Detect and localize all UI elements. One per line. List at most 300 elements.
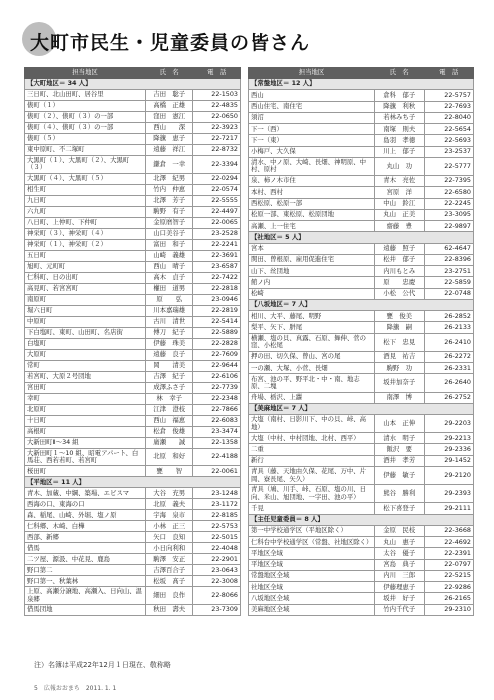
table-row [249,363,474,374]
table-row [249,503,474,514]
member-name-cell: 内川もとみ [375,266,425,277]
table-row [25,532,241,543]
phone-cell: 23-6587 [193,261,241,272]
phone-cell: 22-8732 [193,145,241,156]
area-cell: 西松原、松原一部 [249,198,375,209]
table-row [249,333,474,351]
area-cell: 西山 [249,90,375,101]
member-name-cell: 飯沢 要 [375,444,425,455]
table-row [25,393,241,404]
member-name-cell: 丸山 功 [375,157,425,175]
member-name-cell: 甕 智 [145,466,193,477]
phone-cell: 23-0643 [193,565,241,576]
section-header-row [249,232,474,243]
phone-cell: 22-6580 [424,187,474,198]
table-row [25,228,241,239]
table-row [25,437,241,448]
member-name-cell: 駒野 功 [375,363,425,374]
table-row [249,176,474,187]
phone-cell: 26-2272 [424,351,474,362]
table-row [25,250,241,261]
member-name-cell: 駒澤 安正 [145,554,193,565]
table-row [25,101,241,112]
table-row [25,349,241,360]
phone-cell: 23-2537 [424,146,474,157]
phone-cell: 23-1172 [193,499,241,510]
phone-cell: 22-5654 [424,124,474,135]
phone-cell: 22-9286 [424,582,474,593]
table-row [249,604,474,615]
phone-cell: 22-4048 [193,543,241,554]
member-name-cell: 遠藤 祥江 [145,145,193,156]
phone-cell: 22-5414 [193,316,241,327]
section-heading: 【大町地区＝ 34 人】 [25,79,241,90]
member-name-cell: 吉澤百合子 [145,565,193,576]
table-row [249,374,474,392]
header-area: 担当地区 [249,68,375,79]
phone-cell: 22-0650 [193,112,241,123]
phone-cell: 22-7422 [193,272,241,283]
phone-cell: 22-7866 [193,404,241,415]
phone-cell: 22-6106 [193,371,241,382]
table-row [249,582,474,593]
member-name-cell: 熊谷 勝利 [375,485,425,503]
area-cell: 八日町、上仲町、下仲町 [25,217,146,228]
member-name-cell: 丸山 正美 [375,209,425,220]
member-name-cell: 細田 良作 [145,587,193,605]
area-cell: 西海の口、東海の口 [25,499,146,510]
member-name-cell: 南澤 博 [375,392,425,403]
phone-cell: 29-1452 [424,455,474,466]
member-name-cell: 權田 道男 [145,283,193,294]
table-row [25,195,241,206]
phone-cell: 23-0946 [193,294,241,305]
member-name-cell: 窪田 憲江 [145,112,193,123]
header-tel: 電 話 [193,68,241,79]
member-name-cell: 西山 深 [145,123,193,134]
phone-cell: 23-3474 [193,426,241,437]
member-name-cell: 清水 明子 [375,433,425,444]
area-cell: 二ツ屋、源汲、中花見、鹿島 [25,554,146,565]
table-row [249,559,474,570]
table-row [249,455,474,466]
member-name-cell: 西山 晴子 [145,261,193,272]
phone-cell: 22-2828 [193,338,241,349]
member-name-cell: 竹内 仲恵 [145,184,193,195]
header-area: 担当地区 [25,68,146,79]
phone-cell: 23-2528 [193,228,241,239]
phone-cell: 23-7309 [193,605,241,616]
area-cell: 松原一部、東松原、松原団地 [249,209,375,220]
phone-cell: 22-5859 [424,277,474,288]
member-name-cell: 秋田 壽夫 [145,605,193,616]
table-row [25,382,241,393]
phone-cell: 22-8185 [193,510,241,521]
phone-cell: 22-2241 [193,239,241,250]
area-cell: 南原町 [25,294,146,305]
phone-cell: 22-2245 [424,198,474,209]
member-name-cell: 古川 清世 [145,316,193,327]
table-row [25,90,241,101]
member-name-cell: 成澤ふさ子 [145,382,193,393]
phone-cell: 22-7217 [193,134,241,145]
table-row [25,217,241,228]
area-cell: 五日町 [25,250,146,261]
phone-cell: 22-5753 [193,521,241,532]
phone-cell: 22-0748 [424,288,474,299]
phone-cell: 22-4497 [193,206,241,217]
member-name-cell: 丸山 惠子 [375,537,425,548]
table-row [25,565,241,576]
member-name-cell: 内川 三郎 [375,570,425,581]
area-cell: 高瀬、上一住宅 [249,221,375,232]
phone-cell: 29-2213 [424,433,474,444]
table-header-row [25,68,241,79]
member-name-cell: 西山 福恵 [145,415,193,426]
phone-cell: 22-5889 [193,327,241,338]
phone-cell: 26-2852 [424,311,474,322]
member-name-cell: 金原磨智子 [145,217,193,228]
area-cell: 布宮、池の平、野平北・中・南、地志原、二塊 [249,374,375,392]
area-cell: 美麻地区全域 [249,604,375,615]
table-row [25,305,241,316]
phone-cell: 23-1248 [193,488,241,499]
phone-cell: 22-9644 [193,360,241,371]
member-name-cell: 松坂 髙子 [145,576,193,587]
member-name-cell: 倉科 郁子 [375,90,425,101]
section-header-row [249,514,474,525]
area-cell: 宮田町 [25,382,146,393]
table-row [249,254,474,265]
area-cell: 常町 [25,360,146,371]
area-cell: 借馬団地 [25,605,146,616]
table-row [25,488,241,499]
phone-cell: 26-2165 [424,593,474,604]
header-name: 氏 名 [375,68,425,79]
section-heading: 【美麻地区＝ 7 人】 [249,403,474,414]
member-name-cell: 竹内千代子 [375,604,425,615]
phone-cell: 29-2120 [424,467,474,485]
member-name-cell: 小日向利和 [145,543,193,554]
phone-cell: 23-3095 [424,209,474,220]
area-cell: 新行 [249,455,375,466]
table-row [249,392,474,403]
area-cell: 俵町（４）、俵町（３）の一部 [25,123,146,134]
area-cell: 大塩（中村、中村団地、北村、西平） [249,433,375,444]
phone-cell: 22-5555 [193,195,241,206]
area-cell: 押の田、切久保、曾山、宮の尾 [249,351,375,362]
phone-cell: 29-2203 [424,415,474,433]
member-name-cell: 坂井加奈子 [375,374,425,392]
member-name-cell: 岡 清美 [145,360,193,371]
area-cell: 大塩（南村、日影川下、中の貝、峠、高地） [249,415,375,433]
table-row [25,261,241,272]
table-row [25,466,241,477]
area-cell: 高根町 [25,426,146,437]
phone-cell: 22-3008 [193,576,241,587]
area-cell: 小梅戸、大久保 [249,146,375,157]
area-cell: 相生町 [25,184,146,195]
table-row [25,206,241,217]
member-name-cell: 矢口 良知 [145,532,193,543]
area-cell: 中原町 [25,316,146,327]
table-row [249,277,474,288]
member-name-cell: 山口美谷子 [145,228,193,239]
member-name-cell: 太谷 優子 [375,548,425,559]
phone-cell: 26-2640 [424,374,474,392]
member-name-cell: 吉澤 紀子 [145,371,193,382]
area-cell: 須沼 [249,112,375,123]
table-row [249,146,474,157]
table-row [25,272,241,283]
area-cell: 下一（東） [249,135,375,146]
area-cell: 宮本 [249,243,375,254]
table-row [249,444,474,455]
area-cell: 一の瀬、大塚、小菅、長畑 [249,363,375,374]
section-heading: 【平地区＝ 11 人】 [25,477,241,488]
phone-cell: 29-2336 [424,444,474,455]
area-cell: 旭町、元町町 [25,261,146,272]
area-cell: 平地区全域 [249,548,375,559]
area-cell: 清水、中ノ原、大崎、長畑、神明原、中村、原村 [249,157,375,175]
area-cell: 高見町、若宮宮町 [25,283,146,294]
area-cell: 青木、加蔵、中綱、築場、エビスマ [25,488,146,499]
table-row [25,426,241,437]
table-row [249,570,474,581]
member-name-cell: 遠藤 照子 [375,243,425,254]
area-cell: 大新田町１～10 組、昭電アパート、白馬荘、西若若町、若宮町 [25,448,146,466]
member-name-cell: 山崎 義雄 [145,250,193,261]
table-row [249,311,474,322]
table-row [249,135,474,146]
member-name-cell: 鎌倉 一幸 [145,156,193,174]
table-row [249,221,474,232]
table-row [249,288,474,299]
phone-cell: 22-5693 [424,135,474,146]
member-name-cell: 遠藤 良子 [145,349,193,360]
table-row [25,184,241,195]
area-cell: 東中原町、不二塚町 [25,145,146,156]
section-heading: 【社地区＝ 5 人】 [249,232,474,243]
member-name-cell: 小松 公代 [375,288,425,299]
table-row [249,198,474,209]
member-name-cell: 若林みち子 [375,112,425,123]
section-header-row [249,403,474,414]
table-row [25,521,241,532]
member-name-cell: 傅刀 紀子 [145,327,193,338]
section-heading: 【八坂地区＝ 7 人】 [249,299,474,310]
area-cell: 上原、高瀬分譲地、高瀬入、日向山、温泉郷 [25,587,146,605]
table-row [25,173,241,184]
table-row [25,415,241,426]
table-row [25,283,241,294]
phone-cell: 29-2111 [424,503,474,514]
phone-cell: 22-4835 [193,101,241,112]
phone-cell: 22-2819 [193,305,241,316]
table-row [249,266,474,277]
phone-cell: 22-8040 [424,112,474,123]
header-name: 氏 名 [145,68,193,79]
table-row [249,209,474,220]
phone-cell: 22-7739 [193,382,241,393]
table-row [25,239,241,250]
area-cell: 常盤地区全域 [249,570,375,581]
phone-cell: 62-4647 [424,243,474,254]
member-name-cell: 青木 亮佐 [375,176,425,187]
member-name-cell: 伊藤理恵子 [375,582,425,593]
table-row [249,548,474,559]
member-name-cell: 酒井 孝芳 [375,455,425,466]
area-cell: 俵町（１） [25,101,146,112]
page-title: 大町市民生・児童委員の皆さん [30,32,311,54]
section-header-row [25,477,241,488]
area-cell: 関田、曽根原、雇用促進住宅 [249,254,375,265]
table-row [25,360,241,371]
phone-cell: 22-2348 [193,393,241,404]
area-cell: 白塩町 [25,338,146,349]
table-row [25,338,241,349]
member-name-cell: 江津 澄枝 [145,404,193,415]
area-cell: 桜田町 [25,466,146,477]
phone-cell: 22-7395 [424,176,474,187]
member-name-cell: 山本 正伸 [375,415,425,433]
table-row [25,543,241,554]
area-cell: 泉、柿ノ木市住 [249,176,375,187]
area-cell: 館ノ内 [249,277,375,288]
area-cell: 二重 [249,444,375,455]
member-name-cell: 小林 正三 [145,521,193,532]
phone-cell: 22-2818 [193,283,241,294]
left-committee-table [24,67,241,616]
phone-cell: 22-8396 [424,254,474,265]
member-name-cell: 高木 貞子 [145,272,193,283]
section-heading: 【常盤地区＝ 12 人】 [249,79,474,90]
phone-cell: 26-2331 [424,363,474,374]
phone-cell: 22-3668 [424,525,474,536]
phone-cell: 26-2752 [424,392,474,403]
member-name-cell: 降籏 恵子 [145,134,193,145]
phone-cell: 26-2133 [424,322,474,333]
table-row [249,90,474,101]
area-cell: 野口第一、秋葉林 [25,576,146,587]
page-header [22,28,310,55]
member-name-cell: 北澤 紀男 [145,173,193,184]
member-name-cell: 降籏 嗣 [375,322,425,333]
member-name-cell: 廣瀬 誠 [145,437,193,448]
table-row [25,576,241,587]
phone-cell: 29-2310 [424,604,474,615]
table-row [25,499,241,510]
area-cell: 第一中学校通学区（平地区除く） [249,525,375,536]
area-cell: 幸町 [25,393,146,404]
area-cell: 俵町（２）、俵町（３）の一部 [25,112,146,123]
table-row [249,243,474,254]
phone-cell: 22-4692 [424,537,474,548]
area-cell: 森、稲尾、山崎、外堀、塩ノ原 [25,510,146,521]
area-cell: 下一（西） [249,124,375,135]
member-name-cell: 原 忠慶 [375,277,425,288]
member-name-cell: 高橋 正雄 [145,101,193,112]
table-row [249,124,474,135]
area-cell: 神栄町（３）、神栄町（４） [25,228,146,239]
area-cell: 松崎 [249,288,375,299]
section-header-row [249,299,474,310]
area-cell: 青具（藤、天地由久保、花尾、万中、片岡、寮長尾、矢久） [249,467,375,485]
area-cell: 相川、大平、藤尾、明野 [249,311,375,322]
member-name-cell: 金原 民枝 [375,525,425,536]
table-row [25,294,241,305]
area-cell: 舟場、栃沢、上蘿 [249,392,375,403]
phone-cell: 22-3394 [193,156,241,174]
member-name-cell: 駒野 有子 [145,206,193,217]
table-row [25,605,241,616]
phone-cell: 22-0294 [193,173,241,184]
tables-container [24,67,474,616]
area-cell: 借馬 [25,543,146,554]
area-cell: 六九町 [25,206,146,217]
table-row [25,448,241,466]
phone-cell: 22-4188 [193,448,241,466]
table-row [25,404,241,415]
table-row [249,351,474,362]
area-cell: 大原町 [25,349,146,360]
phone-cell: 22-3691 [193,250,241,261]
area-cell: 山下、丝団地 [249,266,375,277]
member-name-cell: 北澤 芳子 [145,195,193,206]
member-name-cell: 宇海 泉市 [145,510,193,521]
member-name-cell: 富田 和子 [145,239,193,250]
area-cell: 大黒町（１）、大黒町（２）、大黒町（３） [25,156,146,174]
section-header-row [25,79,241,90]
table-row [249,415,474,433]
member-name-cell: 松下喜登子 [375,503,425,514]
member-name-cell: 島羽 孝徳 [375,135,425,146]
table-row [25,316,241,327]
phone-cell: 22-0065 [193,217,241,228]
table-row [249,157,474,175]
table-row [25,156,241,174]
table-row [249,467,474,485]
member-name-cell: 齋藤 豊 [375,221,425,232]
member-name-cell: 川本嘉瑞雄 [145,305,193,316]
table-row [249,537,474,548]
section-header-row [249,79,474,90]
area-cell: 下白塩町、東町、山田町、名店街 [25,327,146,338]
member-name-cell: 坂井 好子 [375,593,425,604]
member-name-cell: 林 幸子 [145,393,193,404]
area-cell: 仁科台中学校通学区（常盤、社地区除く） [249,537,375,548]
table-row [25,554,241,565]
table-row [249,593,474,604]
right-committee-table [248,67,474,616]
member-name-cell: 北原 和好 [145,448,193,466]
phone-cell: 23-2751 [424,266,474,277]
table-row [25,510,241,521]
member-name-cell: 宮島 典子 [375,559,425,570]
phone-cell: 22-1503 [193,90,241,101]
area-cell: 西部、新郷 [25,532,146,543]
area-cell: 横瀬、塩の貝、真露、石原、舞伸、菅の窪、小松尾 [249,333,375,351]
table-row [249,187,474,198]
member-name-cell: 甕 俊美 [375,311,425,322]
phone-cell: 22-1358 [193,437,241,448]
table-row [249,112,474,123]
area-cell: 神栄町（１）、神栄町（２） [25,239,146,250]
area-cell: 千見 [249,503,375,514]
member-name-cell: 宮原 洋 [375,187,425,198]
table-row [25,371,241,382]
table-row [25,134,241,145]
